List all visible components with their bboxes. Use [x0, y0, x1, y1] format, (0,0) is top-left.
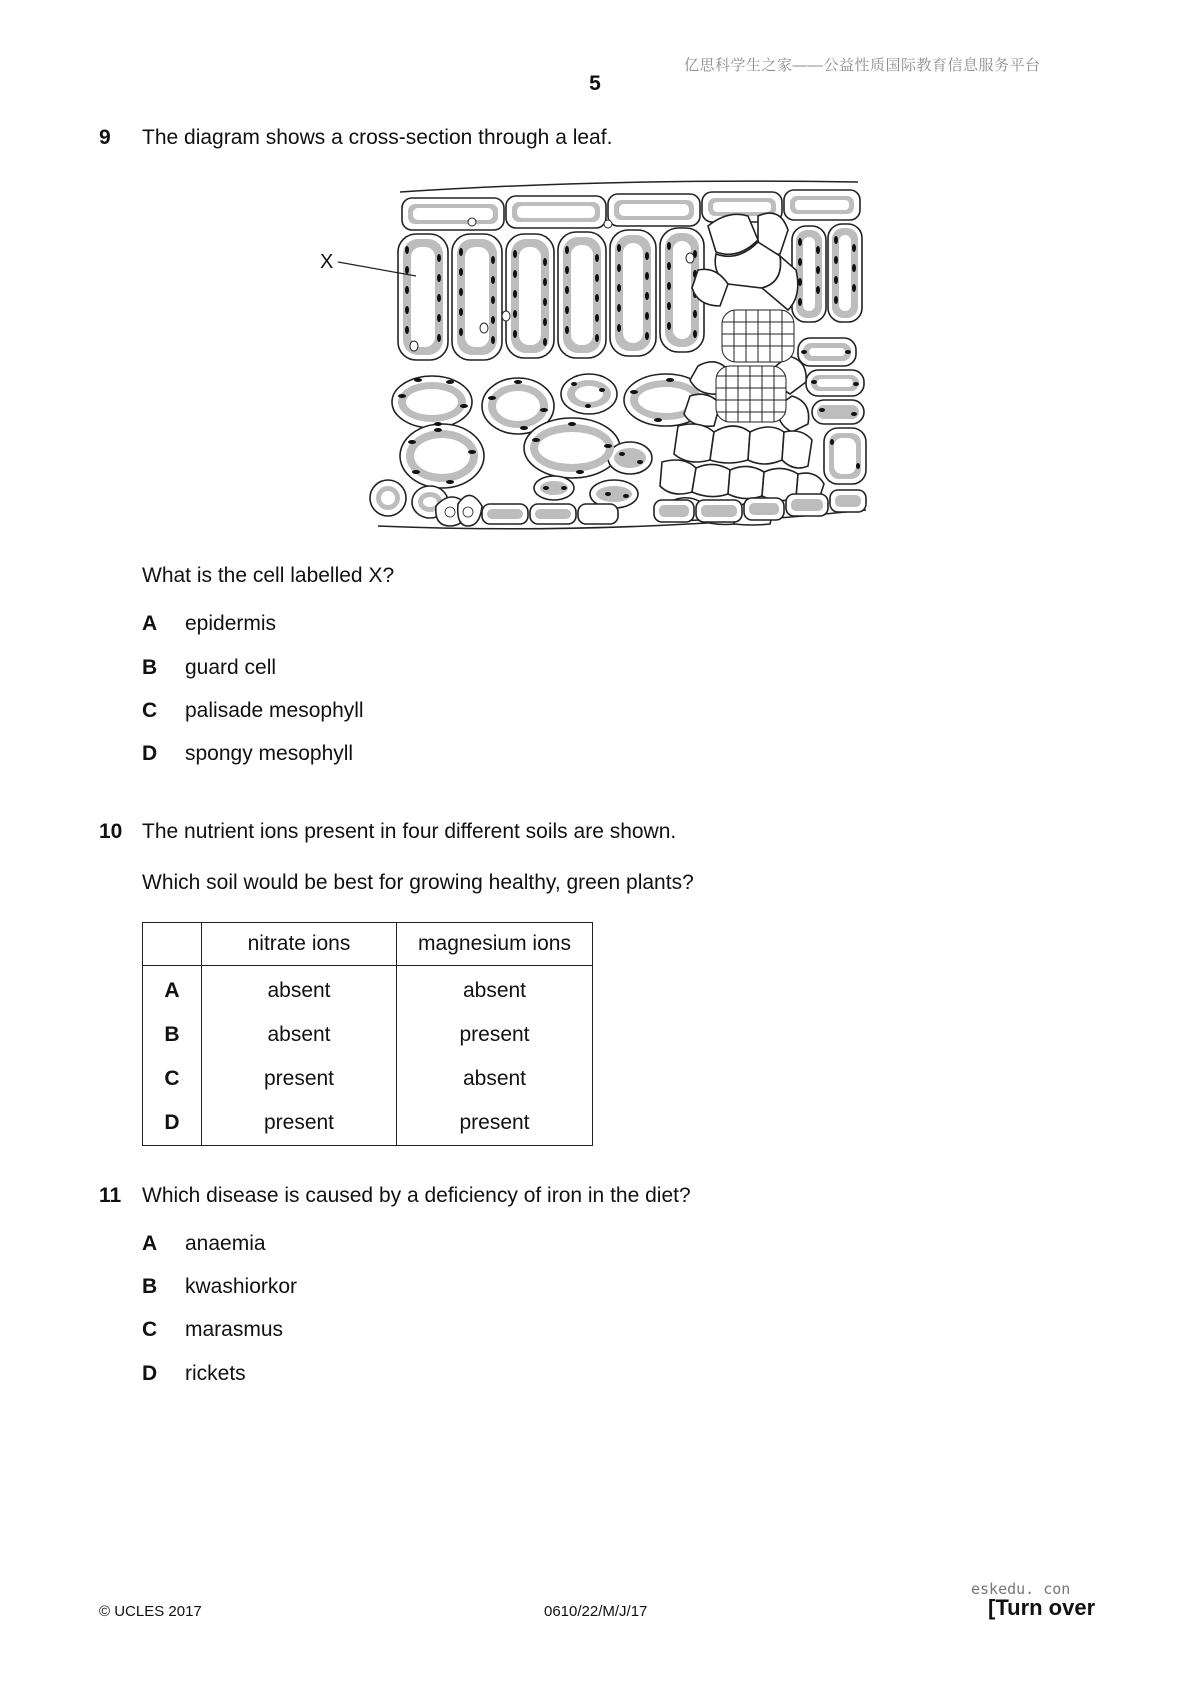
magnesium-cell: present [397, 1101, 593, 1146]
table-row [143, 966, 593, 1014]
footer-watermark: eskedu. con [971, 1580, 1071, 1598]
leaf-cross-section-diagram [318, 170, 878, 548]
magnesium-cell: absent [397, 966, 593, 1014]
q10-stem: The nutrient ions present in four different soils are shown. [142, 820, 677, 843]
table-row [143, 1013, 593, 1057]
table-header-magnesium: magnesium ions [397, 923, 593, 966]
magnesium-cell: present [397, 1013, 593, 1057]
q9-option-c-text: palisade mesophyll [185, 699, 364, 722]
q9-option-d-letter: D [142, 742, 158, 765]
turn-over: [Turn over [988, 1595, 1096, 1620]
q11-option-b-text: kwashiorkor [185, 1275, 298, 1298]
nitrate-cell: present [202, 1101, 397, 1146]
footer-copyright: © UCLES 2017 [99, 1603, 202, 1620]
q9-option-d-text: spongy mesophyll [185, 742, 354, 765]
row-label: B [143, 1013, 202, 1057]
magnesium-cell: absent [397, 1057, 593, 1101]
footer-paper-code: 0610/22/M/J/17 [544, 1603, 648, 1620]
watermark-header: 亿思科学生之家——公益性质国际教育信息服务平台 [684, 57, 1041, 74]
table-header-blank [143, 923, 202, 966]
q9-option-b-letter: B [142, 656, 158, 679]
q11-question: Which disease is caused by a deficiency of iron in the diet? [142, 1184, 691, 1207]
q11-option-a-text: anaemia [185, 1232, 266, 1255]
q9-option-a-text: epidermis [185, 612, 277, 635]
q9-option-c-letter: C [142, 699, 158, 722]
q9-number: 9 [99, 126, 111, 149]
q11-number: 11 [99, 1184, 122, 1207]
page-number: 5 [589, 72, 601, 95]
q10-question: Which soil would be best for growing healthy, green plants? [142, 871, 694, 894]
q11-option-a-letter: A [142, 1232, 158, 1255]
soil-nutrient-table [142, 922, 593, 1146]
q9-question: What is the cell labelled X? [142, 564, 395, 587]
q9-option-a-letter: A [142, 612, 158, 635]
row-label: C [143, 1057, 202, 1101]
q11-option-c-letter: C [142, 1318, 158, 1341]
nitrate-cell: absent [202, 1013, 397, 1057]
q9-option-b-text: guard cell [185, 656, 277, 679]
q11-option-c-text: marasmus [185, 1318, 284, 1341]
nitrate-cell: absent [202, 966, 397, 1014]
nitrate-cell: present [202, 1057, 397, 1101]
table-header-nitrate: nitrate ions [202, 923, 397, 966]
table-row [143, 1057, 593, 1101]
q11-option-d-letter: D [142, 1362, 158, 1385]
diagram-label-x: X [320, 251, 334, 273]
q11-option-d-text: rickets [185, 1362, 246, 1385]
row-label: A [143, 966, 202, 1014]
table-row [143, 1101, 593, 1146]
q11-option-b-letter: B [142, 1275, 158, 1298]
q9-stem: The diagram shows a cross-section through a leaf. [142, 126, 613, 149]
q10-number: 10 [99, 820, 123, 843]
row-label: D [143, 1101, 202, 1146]
